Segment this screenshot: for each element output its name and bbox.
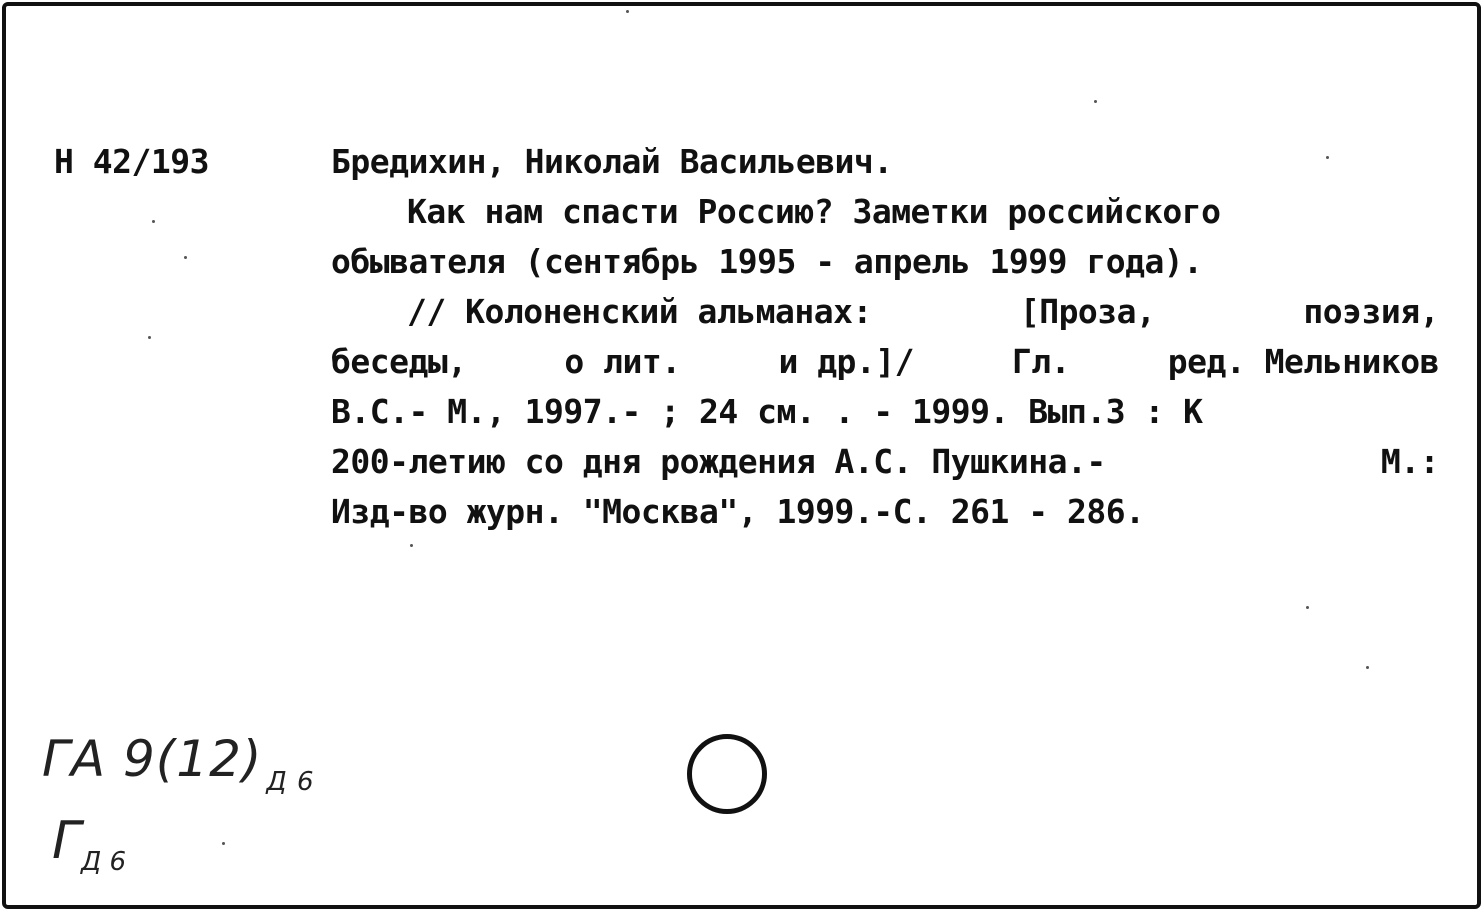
entry-line-6-part-1: 200-летию со дня рождения А.С. Пушкина.- bbox=[331, 442, 1106, 481]
handwritten-classification-code bbox=[42, 730, 315, 797]
entry-line-7 bbox=[331, 487, 1441, 537]
paper-speck bbox=[1306, 606, 1309, 609]
entry-line-6-part-2: М.: bbox=[1380, 442, 1439, 481]
entry-line-1-text: Как нам спасти Россию? Заметки российского bbox=[407, 192, 1221, 231]
handwritten-code-main: ГА 9(12) bbox=[42, 730, 263, 788]
paper-speck bbox=[222, 842, 225, 845]
paper-speck bbox=[152, 220, 155, 223]
catalog-card bbox=[2, 2, 1481, 909]
bibliographic-entry bbox=[331, 137, 1441, 537]
author-heading: Бредихин, Николай Васильевич. bbox=[331, 142, 893, 181]
entry-line-4-part-1: беседы, bbox=[331, 342, 467, 381]
entry-line-4-part-2: о лит. bbox=[564, 342, 681, 381]
handwritten-code-subscript: Д 6 bbox=[266, 767, 315, 797]
entry-line-4-part-3: и др.]/ bbox=[778, 342, 915, 381]
shelfmark: Н 42/193 bbox=[54, 142, 209, 181]
entry-line-3-part-2: [Проза, bbox=[1019, 292, 1156, 331]
paper-speck bbox=[1094, 100, 1097, 103]
entry-line-3 bbox=[331, 287, 1439, 337]
paper-speck bbox=[1366, 666, 1369, 669]
entry-line-3-part-1: // Колоненский альманах: bbox=[407, 292, 872, 331]
handwritten-mark-main: Г bbox=[52, 811, 81, 871]
entry-line-6 bbox=[331, 437, 1439, 487]
paper-speck bbox=[184, 256, 187, 259]
card-punch-hole bbox=[687, 734, 767, 814]
entry-line-2-text: обывателя (сентябрь 1995 - апрель 1999 года). bbox=[331, 242, 1203, 281]
entry-line-4-part-5: ред. Мельников bbox=[1167, 342, 1439, 381]
entry-line-5 bbox=[331, 387, 1441, 437]
entry-line-2 bbox=[331, 237, 1441, 287]
entry-line-1 bbox=[331, 187, 1441, 237]
handwritten-author-mark bbox=[52, 811, 126, 877]
paper-speck bbox=[1326, 156, 1329, 159]
entry-line-3-part-3: поэзия, bbox=[1303, 292, 1439, 331]
handwritten-mark-subscript: Д 6 bbox=[80, 847, 127, 877]
paper-speck bbox=[626, 10, 629, 13]
paper-speck bbox=[148, 336, 151, 339]
entry-line-4 bbox=[331, 337, 1439, 387]
entry-line-5-text: В.С.- М., 1997.- ; 24 см. . - 1999. Вып.3 : К bbox=[331, 392, 1203, 431]
paper-speck bbox=[410, 544, 413, 547]
entry-line-4-part-4: Гл. bbox=[1011, 342, 1070, 381]
entry-line-7-text: Изд-во журн. "Москва", 1999.-С. 261 - 286. bbox=[331, 492, 1145, 531]
